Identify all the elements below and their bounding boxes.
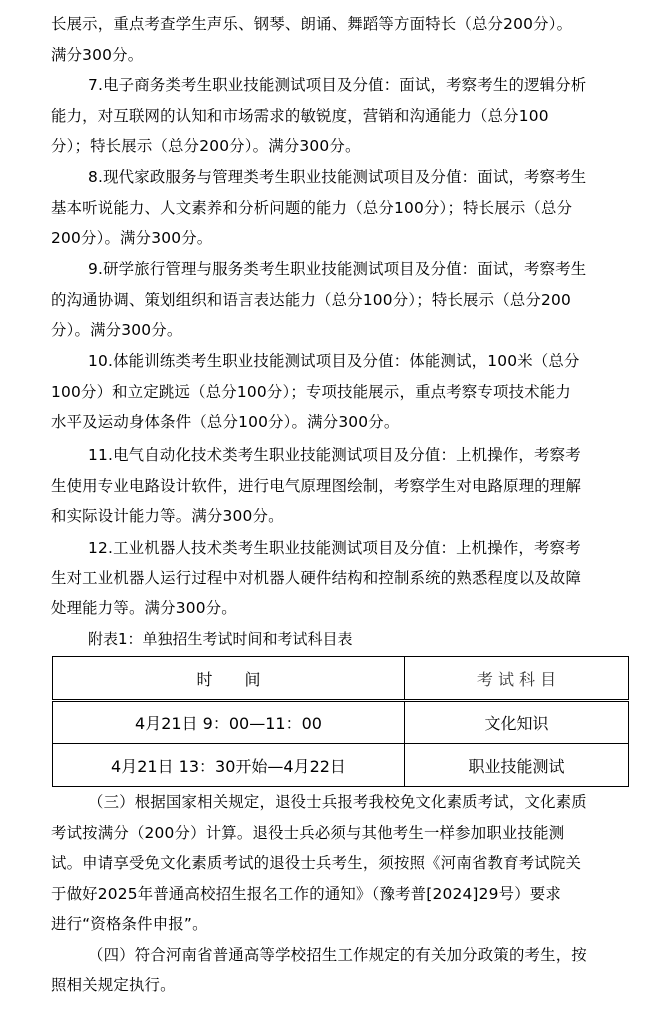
item-11-line-1: 11.电气自动化技术类考生职业技能测试项目及分值：上机操作，考察考 [88,446,581,464]
text-line: 100分）和立定跳远（总分100分）；专项技能展示，重点考察专项技术能力 [51,383,571,401]
item-7-line-1: 7.电子商务类考生职业技能测试项目及分值：面试，考察考生的逻辑分析 [88,76,587,94]
text-line: 满分300分。 [51,46,144,64]
text-line: 和实际设计能力等。满分300分。 [51,507,284,525]
item-9-line-1: 9.研学旅行管理与服务类考生职业技能测试项目及分值：面试，考察考生 [88,260,587,278]
table-row [53,701,629,744]
item-8-line-1: 8.现代家政服务与管理类考生职业技能测试项目及分值：面试，考察考生 [88,168,587,186]
text-line: 生对工业机器人运行过程中对机器人硬件结构和控制系统的熟悉程度以及故障 [51,569,582,587]
section-3-line-1: （三）根据国家相关规定，退役士兵报考我校免文化素质考试，文化素质 [88,793,587,811]
text-line: 考试按满分（200分）计算。退役士兵必须与其他考生一样参加职业技能测 [51,824,565,842]
text-line: 基本听说能力、人文素养和分析问题的能力（总分100分）；特长展示（总分 [51,199,573,217]
table-row [53,744,629,787]
table-cell-subject: 文化知识 [405,701,629,744]
text-line: 于做好2025年普通高校招生报名工作的通知》（豫考普[2024]29号）要求 [51,885,561,903]
table-cell-time: 4月21日 9：00—11：00 [53,701,405,744]
table-cell-time: 4月21日 13：30开始—4月22日 [53,744,405,787]
table-header-time: 时 间 [53,657,405,701]
table-caption: 附表1：单独招生考试时间和考试科目表 [88,630,353,648]
table-cell-subject: 职业技能测试 [405,744,629,787]
section-4-line-1: （四）符合河南省普通高等学校招生工作规定的有关加分政策的考生，按 [88,946,587,964]
table-header-subject: 考 试 科 目 [405,657,629,701]
text-line: 照相关规定执行。 [51,976,176,994]
table-header-row [53,657,629,701]
text-line: 200分）。满分300分。 [51,229,213,247]
item-12-line-1: 12.工业机器人技术类考生职业技能测试项目及分值：上机操作，考察考 [88,539,581,557]
text-line: 水平及运动身体条件（总分100分）。满分300分。 [51,413,400,431]
text-line: 能力，对互联网的认知和市场需求的敏锐度，营销和沟通能力（总分100 [51,107,549,125]
text-line: 生使用专业电路设计软件，进行电气原理图绘制，考察学生对电路原理的理解 [51,477,582,495]
schedule-table [52,656,629,787]
text-line: 试。申请享受免文化素质考试的退役士兵考生，须按照《河南省教育考试院关 [51,854,582,872]
item-10-line-1: 10.体能训练类考生职业技能测试项目及分值：体能测试，100米（总分 [88,352,580,370]
text-line: 分）。满分300分。 [51,321,183,339]
text-line: 分）；特长展示（总分200分）。满分300分。 [51,137,361,155]
text-line: 进行“资格条件申报”。 [51,915,208,933]
text-line: 长展示，重点考查学生声乐、钢琴、朗诵、舞蹈等方面特长（总分200分）。 [51,15,573,33]
text-line: 的沟通协调、策划组织和语言表达能力（总分100分）；特长展示（总分200 [51,291,571,309]
text-line: 处理能力等。满分300分。 [51,599,237,617]
